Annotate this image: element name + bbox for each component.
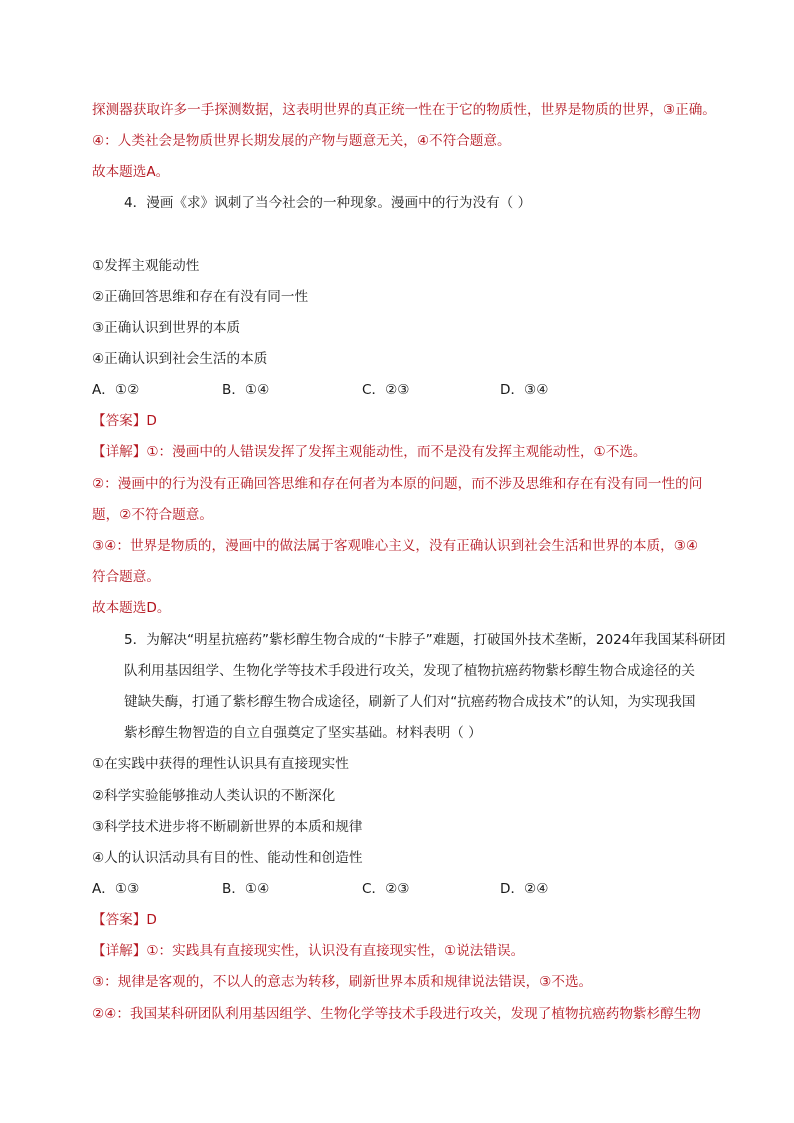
q5-options (92, 879, 724, 899)
q4-options (92, 380, 724, 400)
q5-statement-2: ②科学实验能够推动人类认识的不断深化 (92, 788, 336, 804)
q5-option-a: A．①③ (92, 881, 140, 897)
q5-stem-line-3: 键缺失酶，打通了紫杉醇生物合成途径，刷新了人们对“抗癌药物合成技术”的认知，为实现我国 (124, 694, 696, 710)
q4-statement-4: ④正确认识到社会生活的本质 (92, 351, 268, 367)
q4-statement-3: ③正确认识到世界的本质 (92, 320, 241, 336)
q4-stem: 4．漫画《求》讽刺了当今社会的一种现象。漫画中的行为没有（ ） (124, 195, 532, 211)
q4-option-d: D．③④ (500, 382, 549, 398)
q4-statement-2: ②正确回答思维和存在有没有同一性 (92, 289, 309, 305)
q4-option-b: B．①④ (222, 382, 270, 398)
q4-option-a: A．①② (92, 382, 140, 398)
q4-detail-line-4: ③④：世界是物质的，漫画中的做法属于客观唯心主义，没有正确认识到社会生活和世界的本质，③④ (92, 538, 699, 554)
q5-detail-line-1: 【详解】①：实践具有直接现实性，认识没有直接现实性，①说法错误。 (92, 943, 525, 959)
q5-detail-line-2: ③：规律是客观的，不以人的意志为转移，刷新世界本质和规律说法错误，③不选。 (92, 974, 593, 990)
q5-option-b: B．①④ (222, 881, 270, 897)
q5-option-d: D．②④ (500, 881, 549, 897)
q5-statement-4: ④人的认识活动具有目的性、能动性和创造性 (92, 850, 363, 866)
q5-detail-line-3: ②④：我国某科研团队利用基因组学、生物化学等技术手段进行攻关，发现了植物抗癌药物紫杉醇生物 (92, 1006, 701, 1022)
q5-answer: 【答案】D (92, 912, 157, 928)
q4-option-c: C．②③ (362, 382, 410, 398)
q4-detail-line-2: ②：漫画中的行为没有正确回答思维和存在何者为本原的问题，而不涉及思维和存在有没有同一性的问 (92, 476, 703, 492)
q3-explanation-line-2: ④：人类社会是物质世界长期发展的产物与题意无关，④不符合题意。 (92, 133, 511, 149)
q5-stem-line-1: 5．为解决“明星抗癌药”紫杉醇生物合成的“卡脖子”难题，打破国外技术垄断，2024年我国某科研团 (124, 632, 726, 648)
q5-stem-line-2: 队利用基因组学、生物化学等技术手段进行攻关，发现了植物抗癌药物紫杉醇生物合成途径的关 (124, 663, 695, 679)
q4-detail-line-3: 题，②不符合题意。 (92, 507, 213, 523)
q5-statement-3: ③科学技术进步将不断刷新世界的本质和规律 (92, 819, 363, 835)
q5-statement-1: ①在实践中获得的理性认识具有直接现实性 (92, 756, 349, 772)
q4-detail-line-1: 【详解】①：漫画中的人错误发挥了发挥主观能动性，而不是没有发挥主观能动性，①不选。 (92, 444, 647, 460)
q5-option-c: C．②③ (362, 881, 410, 897)
q4-conclusion: 故本题选D。 (92, 600, 171, 616)
q4-detail-line-5: 符合题意。 (92, 569, 160, 585)
q5-stem-line-4: 紫杉醇生物智造的自立自强奠定了坚实基础。材料表明（ ） (124, 725, 482, 741)
q3-conclusion: 故本题选A。 (92, 164, 170, 180)
q3-explanation-line-1: 探测器获取许多一手探测数据，这表明世界的真正统一性在于它的物质性，世界是物质的世界，③正确。 (92, 102, 716, 118)
q4-answer: 【答案】D (92, 413, 157, 429)
q4-statement-1: ①发挥主观能动性 (92, 258, 200, 274)
